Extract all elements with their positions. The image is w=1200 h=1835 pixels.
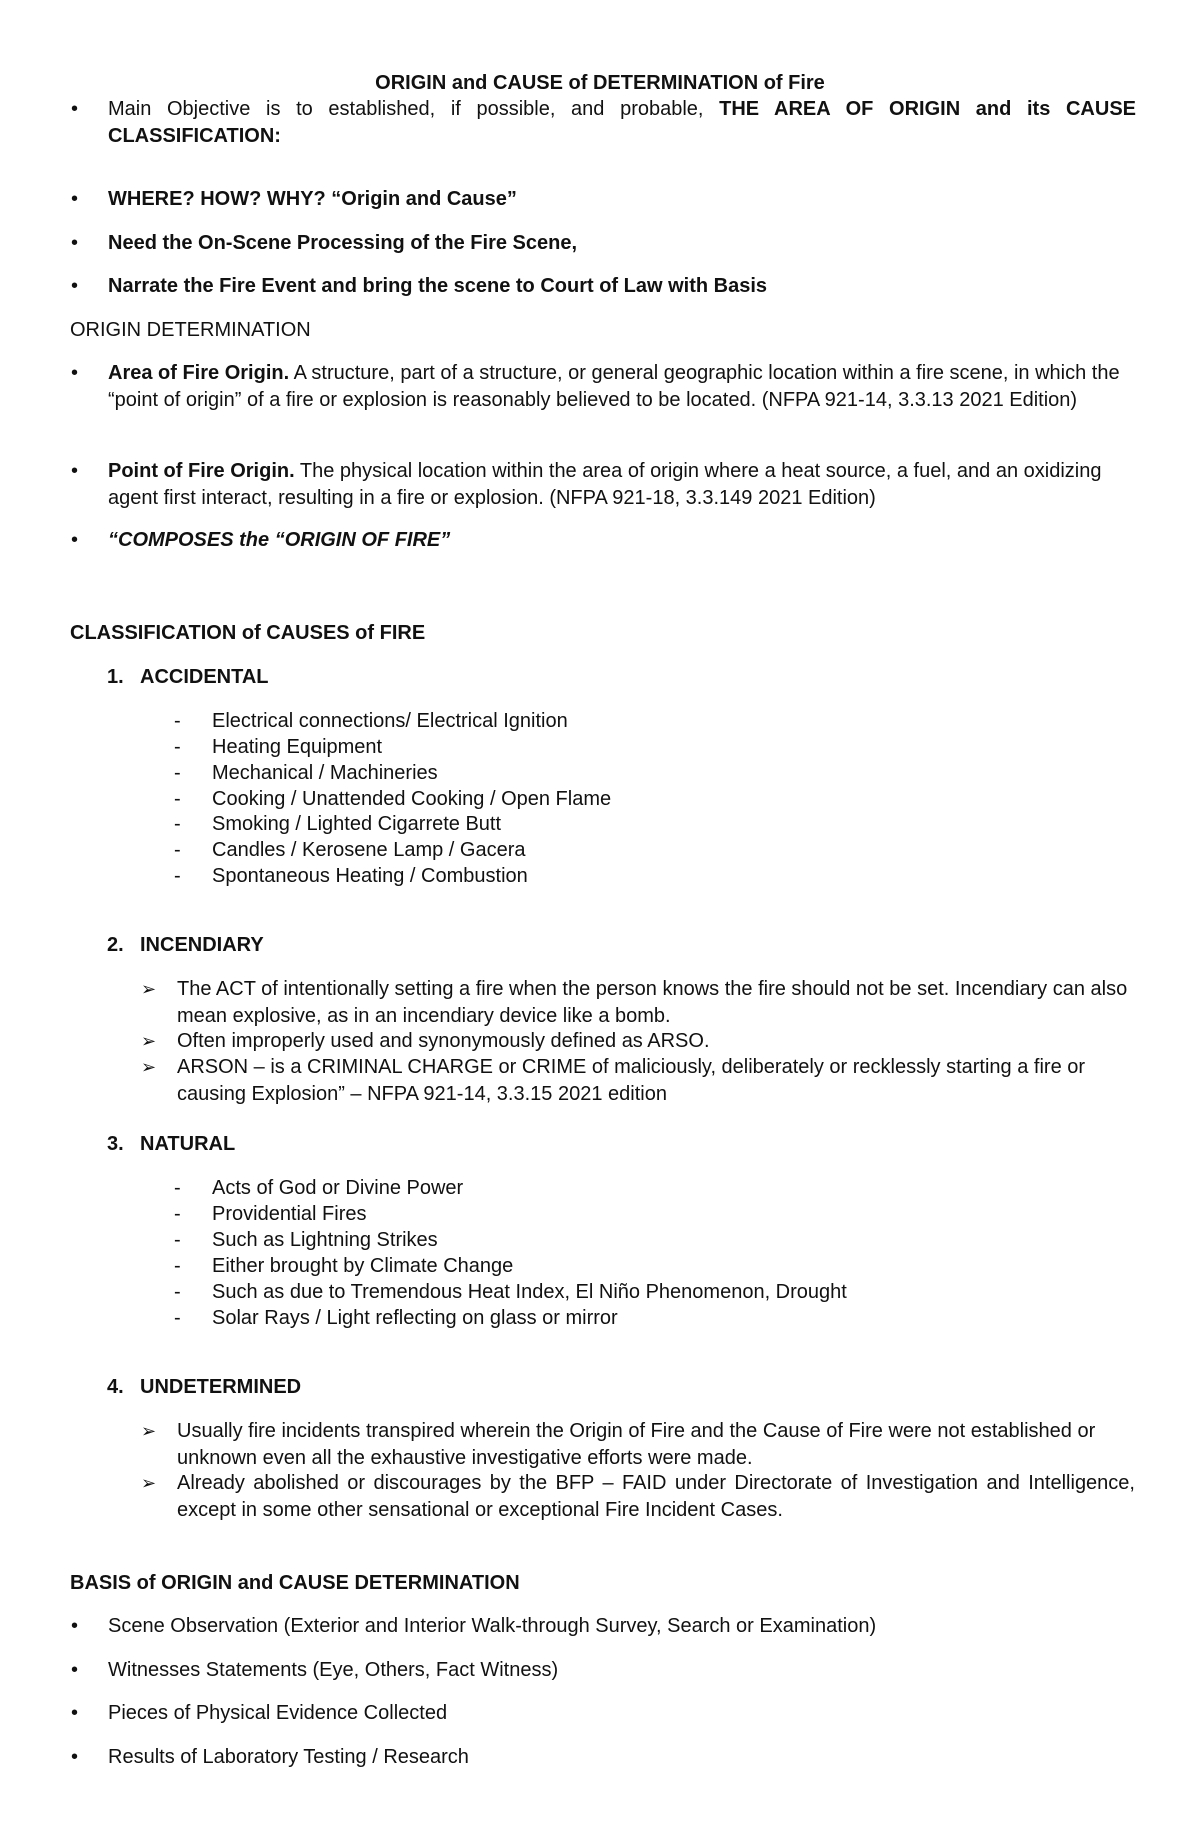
list-item: - Cooking / Unattended Cooking / Open Flame [212, 786, 611, 812]
category-name: ACCIDENTAL [140, 666, 269, 688]
bullet-witnesses-statements: • Witnesses Statements (Eye, Others, Fact Witness) [108, 1657, 1136, 1684]
emphasis-text: “COMPOSES the “ORIGIN OF FIRE” [108, 529, 451, 551]
term-label: Area of Fire Origin. [108, 362, 290, 384]
category-name: NATURAL [140, 1133, 236, 1155]
section-heading-classification: CLASSIFICATION of CAUSES of FIRE [70, 622, 426, 644]
bullet-area-of-origin [108, 360, 1136, 414]
bullet-bold-text: Narrate the Fire Event and bring the scene to Court of Law with Basis [108, 275, 768, 297]
list-item: ➢ ARSON – is a CRIMINAL CHARGE or CRIME of maliciously, deliberately or recklessly starting a fire or causing Explosion” – NFPA 921-14, 3.3.15 2021 edition [177, 1054, 1135, 1108]
list-item: - Heating Equipment [212, 734, 382, 760]
list-item: - Such as due to Tremendous Heat Index, El Niño Phenomenon, Drought [212, 1279, 847, 1305]
list-item: - Such as Lightning Strikes [212, 1227, 438, 1253]
term-label: Point of Fire Origin. [108, 460, 295, 482]
document-title: ORIGIN and CAUSE of DETERMINATION of Fire [375, 72, 825, 94]
term-definition: A structure, part of a structure, or general geographic location within a fire scene, in which the “point of origin” of a fire or explosion is reasonably believed to be located. (NFPA 921-14, 3.3.13 2021 Edition) [108, 362, 1120, 411]
list-item: - Either brought by Climate Change [212, 1253, 513, 1279]
list-item: - Spontaneous Heating / Combustion [212, 863, 528, 889]
list-item: ➢ The ACT of intentionally setting a fire when the person knows the fire should not be set. Incendiary can also mean explosive, as in an incendiary device like a bomb. [177, 976, 1135, 1030]
bullet-on-scene-processing [108, 230, 1136, 257]
list-item: - Solar Rays / Light reflecting on glass or mirror [212, 1305, 618, 1331]
list-item: - Acts of God or Divine Power [212, 1175, 463, 1201]
bullet-composes-origin [108, 527, 1136, 554]
category-number: 4. [107, 1376, 124, 1398]
bullet-laboratory-testing: • Results of Laboratory Testing / Research [108, 1744, 1136, 1771]
category-heading-accidental [107, 664, 269, 691]
category-name: UNDETERMINED [140, 1376, 302, 1398]
bullet-bold-text: Need the On-Scene Processing of the Fire Scene, [108, 232, 578, 254]
bullet-bold-text: THE AREA OF ORIGIN and its CAUSE CLASSIFICATION: [108, 98, 1136, 147]
bullet-scene-observation: • Scene Observation (Exterior and Interior Walk-through Survey, Search or Examination) [108, 1613, 1136, 1640]
list-item: - Providential Fires [212, 1201, 367, 1227]
term-definition: The physical location within the area of origin where a heat source, a fuel, and an oxidizing agent first interact, resulting in a fire or explosion. (NFPA 921-18, 3.3.149 2021 Edition) [108, 460, 1102, 509]
list-item: ➢ Usually fire incidents transpired wherein the Origin of Fire and the Cause of Fire were not established or unknown even all the exhaustive investigative efforts were made. [177, 1418, 1135, 1472]
category-heading-undetermined [107, 1374, 301, 1401]
bullet-physical-evidence: • Pieces of Physical Evidence Collected [108, 1700, 1136, 1727]
bullet-bold-text: WHERE? HOW? WHY? “Origin and Cause” [108, 188, 517, 210]
bullet-text: Main Objective is to established, if possible, and probable, [108, 98, 720, 120]
list-item: - Mechanical / Machineries [212, 760, 438, 786]
category-number: 2. [107, 934, 124, 956]
category-number: 3. [107, 1133, 124, 1155]
bullet-where-how-why [108, 186, 1136, 213]
list-item: ➢ Often improperly used and synonymously defined as ARSO. [177, 1028, 1135, 1055]
category-name: INCENDIARY [140, 934, 264, 956]
list-item: - Electrical connections/ Electrical Ignition [212, 708, 568, 734]
category-heading-incendiary [107, 932, 264, 959]
list-item: ➢ Already abolished or discourages by the BFP – FAID under Directorate of Investigation and Intelligence, except in some other sensational or exceptional Fire Incident Cases. [177, 1470, 1135, 1524]
section-heading-basis: BASIS of ORIGIN and CAUSE DETERMINATION [70, 1572, 520, 1594]
category-heading-natural [107, 1131, 235, 1158]
bullet-main-objective [108, 96, 1136, 150]
bullet-narrate-fire-event [108, 273, 1136, 300]
list-item: - Candles / Kerosene Lamp / Gacera [212, 837, 526, 863]
category-number: 1. [107, 666, 124, 688]
section-heading-origin: ORIGIN DETERMINATION [70, 319, 311, 341]
bullet-point-of-origin [108, 458, 1136, 512]
list-item: - Smoking / Lighted Cigarrete Butt [212, 811, 501, 837]
